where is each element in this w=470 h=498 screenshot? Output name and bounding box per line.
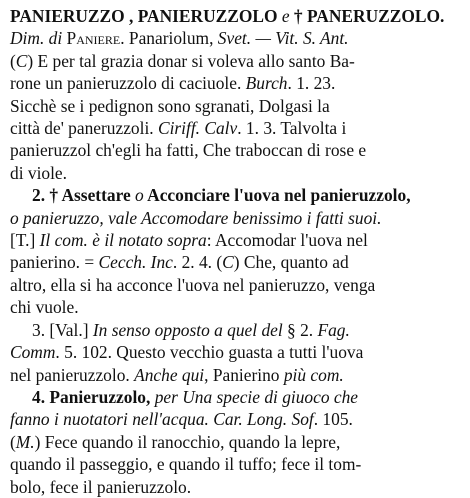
text-line xyxy=(10,408,464,430)
entry-paragraph-3 xyxy=(10,319,464,386)
text-line xyxy=(10,229,464,251)
text-run: † PANERUZZOLO. xyxy=(289,6,445,26)
text-run: nel panieruzzolo. xyxy=(10,364,135,385)
text-run: M. xyxy=(15,431,35,452)
entry-paragraph-4 xyxy=(10,386,464,498)
text-line xyxy=(10,319,464,341)
text-line xyxy=(10,139,464,161)
text-line xyxy=(10,207,464,229)
text-run: quando il passeggio, e quando il tuffo; fece il tom- xyxy=(10,454,362,475)
text-run: § 2. xyxy=(282,319,318,340)
text-line xyxy=(10,184,464,206)
text-run: o xyxy=(135,185,144,206)
text-run: , Panierino xyxy=(204,364,284,385)
text-line xyxy=(10,476,464,498)
text-run: panierino. = xyxy=(10,252,99,273)
text-line xyxy=(10,453,464,475)
text-line xyxy=(10,296,464,318)
text-run: ( xyxy=(10,431,16,452)
text-line xyxy=(10,95,464,117)
text-run: altro, ella si ha acconce l'uova nel panieruzzo, venga xyxy=(10,274,376,295)
text-run: Svet. — Vit. S. Ant. xyxy=(217,28,349,49)
text-run: Il com. è il notato sopra xyxy=(39,230,207,251)
text-run: C xyxy=(15,50,28,71)
text-run: chi vuole. xyxy=(10,297,79,318)
text-run: ( xyxy=(10,50,16,71)
text-run: : Accomodar l'uova nel xyxy=(206,230,368,251)
text-line xyxy=(10,162,464,184)
text-run: . 2. 4. ( xyxy=(172,252,223,273)
entry-paragraph-1 xyxy=(10,5,464,184)
text-run: fanno i nuotatori nell'acqua. Car. Long. Sof xyxy=(10,409,314,430)
text-run: bolo, fece il panieruzzolo. xyxy=(10,476,192,497)
text-run: [T.] xyxy=(10,230,40,251)
text-run: PANIERUZZO , PANIERUZZOLO xyxy=(10,6,282,26)
text-line xyxy=(10,5,464,27)
text-run: per Una specie di giuoco che xyxy=(154,386,358,407)
text-run: di viole. xyxy=(10,162,67,183)
text-run: Sicchè se i pedignon sono sgranati, Dolgasi la xyxy=(10,95,330,116)
text-run: Ciriff. Calv xyxy=(157,118,238,139)
text-run: . 1. 3. Talvolta i xyxy=(237,118,347,139)
text-run: o panieruzzo, vale Accomodare benissimo i fatti suoi. xyxy=(10,207,382,228)
text-line xyxy=(10,27,464,49)
text-run: . Panariolum, xyxy=(120,28,218,49)
text-run: panieruzzol ch'egli ha fatti, Che traboccan di rose e xyxy=(10,140,367,161)
text-run: Comm xyxy=(10,342,56,363)
text-run: rone un panieruzzolo di caciuole. xyxy=(10,73,246,94)
text-run: e xyxy=(281,6,290,26)
text-run: C xyxy=(222,252,234,273)
text-line xyxy=(10,341,464,363)
text-line xyxy=(10,117,464,139)
text-line xyxy=(10,431,464,453)
text-run: . 5. 102. Questo vecchio guasta a tutti l'uova xyxy=(55,342,364,363)
text-line xyxy=(10,386,464,408)
text-run: Cecch. Inc xyxy=(98,252,173,273)
text-line xyxy=(10,72,464,94)
text-run: più com. xyxy=(283,364,344,385)
text-run: 2. † Assettare xyxy=(32,185,136,206)
text-run: ) E per tal grazia donar si voleva allo santo Ba- xyxy=(27,50,355,71)
text-run: 3. [Val.] xyxy=(32,319,93,340)
text-run: . 1. 23. xyxy=(287,73,336,94)
text-run: Paniere xyxy=(66,28,121,49)
text-line xyxy=(10,364,464,386)
text-run: Burch xyxy=(245,73,288,94)
text-run: Acconciare l'uova nel panieruzzolo, xyxy=(143,185,411,206)
text-run: Anche qui xyxy=(134,364,205,385)
text-run: città de' paneruzzoli. xyxy=(10,118,158,139)
text-run: Dim. di xyxy=(10,28,67,49)
text-run: In senso opposto a quel del xyxy=(92,319,283,340)
text-run: Fag. xyxy=(317,319,350,340)
entry-paragraph-2 xyxy=(10,184,464,318)
text-line xyxy=(10,251,464,273)
text-line xyxy=(10,274,464,296)
text-line xyxy=(10,50,464,72)
text-run: ) Che, quanto ad xyxy=(233,252,349,273)
text-run: . 105. xyxy=(313,409,353,430)
text-run: ) Fece quando il ranocchio, quando la lepre, xyxy=(34,431,341,452)
text-run: 4. Panieruzzolo, xyxy=(32,386,155,407)
